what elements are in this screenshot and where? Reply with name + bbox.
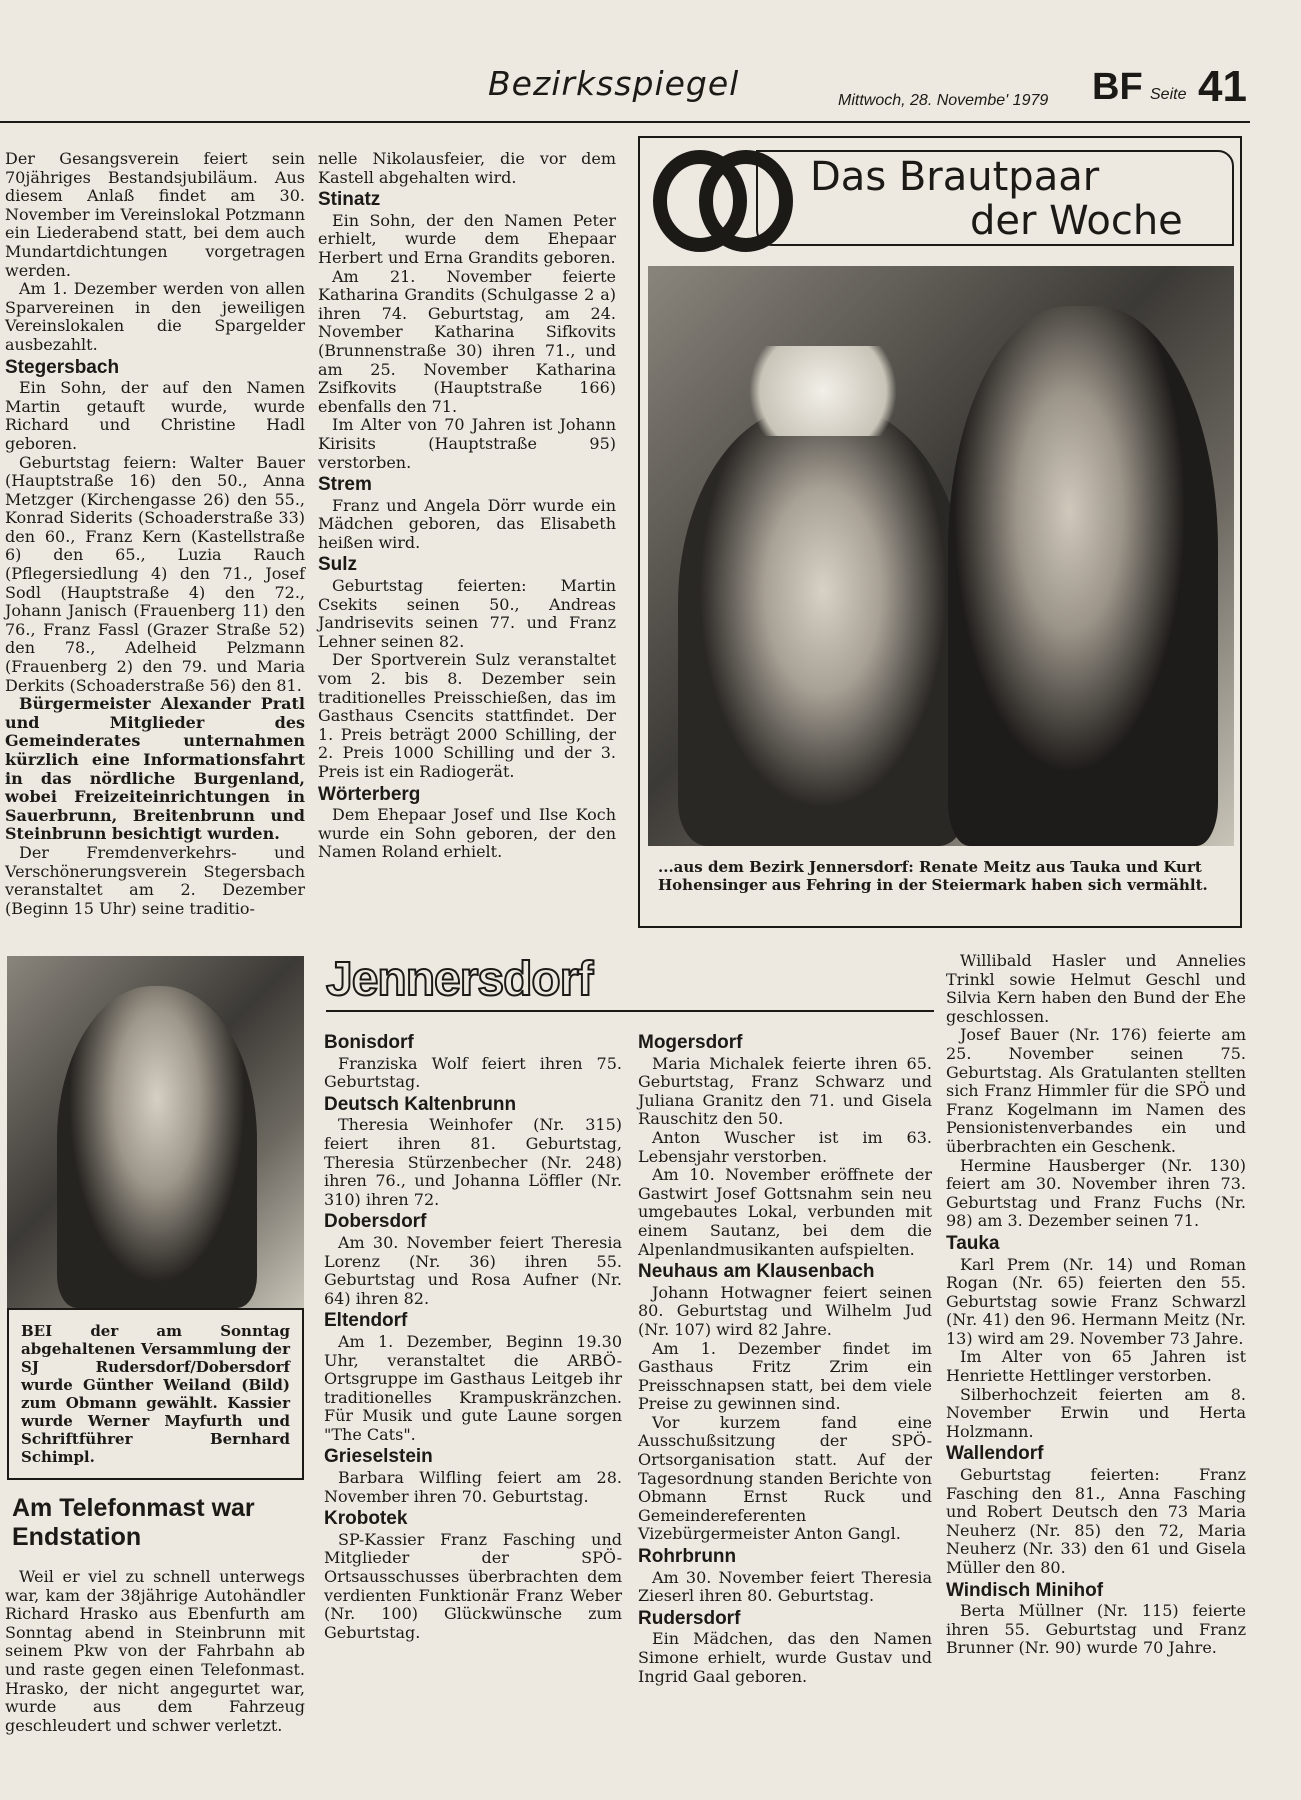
page-label: Seite <box>1150 86 1187 103</box>
jennersdorf-column-a <box>324 1030 622 1642</box>
paragraph: Weil er viel zu schnell unterwegs war, kam der 38jährige Autohändler Richard Hrasko aus Ebenfurth am Sonntag abend in Steinbrunn mit seinem Pkw von der Fahrbahn ab und raste gegen einen Telefonmast. Hrasko, der nicht angegurtet war, wurde aus dem Fahrzeug geschleudert und schwer verletzt. <box>5 1567 305 1735</box>
page-header <box>0 50 1301 120</box>
paragraph: Barbara Wilfling feiert am 28. November ihren 70. Geburtstag. <box>324 1468 622 1506</box>
telefonmast-article <box>5 1568 305 1735</box>
paragraph: Am 1. Dezember, Beginn 19.30 Uhr, veranstaltet die ARBÖ-Ortsgruppe im Gasthaus Leitgeb ihr traditionelles Krampuskränzchen. Für Musik und gute Laune sorgen "The Cats". <box>324 1331 622 1444</box>
section-heading: Stegersbach <box>5 356 120 378</box>
jennersdorf-column-c <box>946 952 1246 1658</box>
jennersdorf-column-b <box>638 1030 932 1686</box>
paragraph: Franz und Angela Dörr wurde ein Mädchen geboren, das Elisabeth heißen wird. <box>318 495 616 552</box>
paragraph: Geburtstag feierten: Franz Fasching den 81., Anna Fasching und Robert Deutsch den 73 Maria Neuherz (Nr. 85) den 72, Maria Neuherz (Nr. 33) den 61 und Gisela Müller den 80. <box>946 1465 1246 1577</box>
paragraph: Karl Prem (Nr. 14) und Roman Rogan (Nr. 65) feierten den 55. Geburtstag sowie Franz Schwarzl (Nr. 41) den 96. Hermann Meitz (Nr. 13) wird am 29. November 73 Jahre. <box>946 1254 1246 1348</box>
brautpaar-title: Das Brautpaar <box>810 154 1100 200</box>
brautpaar-box <box>638 136 1242 928</box>
paragraph: Ein Sohn, der auf den Namen Martin getauft wurde, wurde Richard und Christine Hadl geboren. <box>5 378 305 453</box>
issue-date: Mittwoch, 28. Novembe' 1979 <box>838 92 1049 109</box>
paragraph: Am 30. November feiert Theresia Zieserl ihren 80. Geburtstag. <box>638 1567 932 1606</box>
paragraph: Josef Bauer (Nr. 176) feierte am 25. November seinen 75. Geburtstag. Als Gratulanten stellten sich Franz Himmler für die SPÖ und Franz Kogelmann im Namen des Pensionistenverbandes ein und überbrachten ein Geschenk. <box>946 1025 1246 1156</box>
portrait-caption-box <box>7 1308 304 1480</box>
paragraph: Theresia Weinhofer (Nr. 315) feiert ihren 81. Geburtstag, Theresia Stürzenbecher (Nr. 248) ihren 76., und Johanna Löffler (Nr. 310) ihren 72. <box>324 1115 622 1209</box>
paragraph: Vor kurzem fand eine Ausschußsitzung der SPÖ-Ortsorganisation statt. Auf der Tagesordnung standen Berichte von Obmann Ernst Ruck und Gemeindereferenten Vizebürgermeister Anton Gangl. <box>638 1412 932 1544</box>
section-heading: Mogersdorf <box>638 1032 743 1053</box>
column-1 <box>5 150 305 918</box>
paragraph: Dem Ehepaar Josef und Ilse Koch wurde ein Sohn geboren, der den Namen Roland erhielt. <box>318 805 616 862</box>
veil-flowers <box>728 346 918 436</box>
section-heading: Rohrbrunn <box>638 1546 737 1568</box>
paragraph: Johann Hotwagner feiert seinen 80. Geburtstag und Wilhelm Jud (Nr. 107) wird 82 Jahre. <box>638 1282 932 1339</box>
section-heading: Wörterberg <box>318 783 421 805</box>
portrait-photo <box>7 956 304 1308</box>
paragraph: Der Gesangsverein feiert sein 70jähriges Bestandsjubiläum. Aus diesem Anlaß findet am 30. November im Vereinslokal Potzmann ein Liederabend statt, bei dem auch Mundartdichtungen vorgetragen werden. <box>5 149 305 280</box>
paragraph: Am 1. Dezember findet im Gasthaus Fritz Zrim ein Preisschnapsen statt, bei dem viele Preise zu gewinnen sind. <box>638 1338 932 1414</box>
paragraph: Am 1. Dezember werden von allen Sparvereinen in den jeweiligen Vereinslokalen die Spargelder ausbezahlt. <box>5 279 305 354</box>
section-heading: Sulz <box>318 554 358 576</box>
paragraph: Franziska Wolf feiert ihren 75. Geburtstag. <box>324 1053 622 1092</box>
banner-rule <box>326 1010 934 1012</box>
paragraph: Silberhochzeit feierten am 8. November Erwin und Herta Holzmann. <box>946 1384 1246 1441</box>
paragraph: Ein Mädchen, das den Namen Simone erhielt, wurde Gustav und Ingrid Gaal geboren. <box>638 1629 932 1686</box>
paragraph: Der Fremdenverkehrs- und Verschönerungsverein Stegersbach veranstaltet am 2. Dezember (Beginn 15 Uhr) seine traditio- <box>5 842 305 918</box>
paragraph: Bürgermeister Alexander Pratl und Mitglieder des Gemeinderates unternahmen kürzlich eine Informationsfahrt in das nördliche Burgenland, wobei Freizeiteinrichtungen in Sauerbrunn, Breitenbrunn und Steinbrunn besichtigt wurden. <box>5 694 305 844</box>
section-heading: Krobotek <box>324 1508 408 1530</box>
brautpaar-title: der Woche <box>970 198 1183 244</box>
section-heading: Rudersdorf <box>638 1607 741 1629</box>
paragraph: Hermine Hausberger (Nr. 130) feiert am 30. November ihren 73. Geburtstag und Franz Fuchs (Nr. 98) am 3. Dezember seinen 71. <box>946 1155 1246 1231</box>
paragraph: Im Alter von 65 Jahren ist Henriette Hettlinger verstorben. <box>946 1347 1246 1386</box>
section-heading: Deutsch Kaltenbrunn <box>324 1093 517 1115</box>
paragraph: Anton Wuscher ist im 63. Lebensjahr verstorben. <box>638 1127 932 1166</box>
paragraph: Am 10. November eröffnete der Gastwirt Josef Gottsnahm sein neu umgebautes Lokal, verbunden mit einem Sautanz, bei dem die Alpenlandmusikanten aufspielten. <box>638 1165 932 1259</box>
section-heading: Bonisdorf <box>324 1032 414 1053</box>
paragraph: Am 30. November feiert Theresia Lorenz (Nr. 36) ihren 55. Geburtstag und Rosa Aufner (Nr. 64) ihren 82. <box>324 1232 622 1308</box>
portrait-caption: BEI der am Sonntag abgehaltenen Versammlung der SJ Rudersdorf/Dobersdorf wurde Günther Weiland (Bild) zum Obmann gewählt. Kassier wurde Werner Mayfurth und Schriftführer Bernhard Schimpl. <box>21 1322 290 1466</box>
header-rule <box>0 121 1250 123</box>
bride-figure <box>678 406 968 846</box>
portrait-figure <box>57 986 257 1308</box>
paragraph: Am 21. November feierte Katharina Grandits (Schulgasse 2 a) ihren 74. Geburtstag, am 24. November Katharina Sifkovits (Brunnenstraße 30) ihren 71., und am 25. November Katharina Zsifkovits (Hauptstraße 166) ebenfalls den 71. <box>318 266 616 416</box>
section-title: Bezirksspiegel <box>488 64 740 103</box>
page-number: 41 <box>1198 62 1247 111</box>
logo: BF <box>1092 66 1143 108</box>
section-heading: Eltendorf <box>324 1310 408 1332</box>
section-heading: Dobersdorf <box>324 1211 427 1233</box>
column-2 <box>318 150 616 862</box>
paragraph: Geburtstag feierten: Martin Csekits seinen 50., Andreas Jandrisevits seinen 77. und Franz Lehner seinen 82. <box>318 576 616 651</box>
section-heading: Tauka <box>946 1232 1000 1254</box>
section-heading: Wallendorf <box>946 1443 1044 1465</box>
paragraph: Im Alter von 70 Jahren ist Johann Kirisits (Hauptstraße 95) verstorben. <box>318 415 616 472</box>
jennersdorf-banner: Jennersdorf <box>326 953 593 1006</box>
section-heading: Grieselstein <box>324 1446 433 1468</box>
groom-figure <box>948 306 1218 846</box>
paragraph: Willibald Hasler und Annelies Trinkl sowie Helmut Geschl und Silvia Kern haben den Bund der Ehe geschlossen. <box>946 951 1246 1026</box>
paragraph: Ein Sohn, der den Namen Peter erhielt, wurde dem Ehepaar Herbert und Erna Grandits geboren. <box>318 210 616 267</box>
paragraph: Der Sportverein Sulz veranstaltet vom 2. bis 8. Dezember sein traditionelles Preisschießen, das im Gasthaus Csencits stattfindet. Der 1. Preis beträgt 2000 Schilling, der 2. Preis 1000 Schilling und der 3. Preis ist ein Radiogerät. <box>318 650 616 781</box>
paragraph: nelle Nikolausfeier, die vor dem Kastell abgehalten wird. <box>318 149 616 187</box>
section-heading: Stinatz <box>318 189 381 211</box>
section-heading: Neuhaus am Klausenbach <box>638 1261 875 1283</box>
paragraph: Maria Michalek feierte ihren 65. Geburtstag, Franz Schwarz und Juliana Granitz den 71. und Gisela Rauschitz den 50. <box>638 1053 932 1129</box>
paragraph: Geburtstag feiern: Walter Bauer (Hauptstraße 16) den 50., Anna Metzger (Kirchengasse 26) den 55., Konrad Siderits (Schoaderstraße 33) den 60., Franz Kern (Kastellstraße 6) den 65., Luzia Rauch (Pflegersiedlung 4) den 71., Josef Sodl (Hauptstraße 4) den 72., Johann Janisch (Frauenberg 11) den 76., Franz Fassl (Grazer Straße 52) den 78., Adelheid Pelzmann (Frauenberg 2) den 79. und Maria Derkits (Schoaderstraße 56) den 81. <box>5 452 305 695</box>
brautpaar-caption: ...aus dem Bezirk Jennersdorf: Renate Meitz aus Tauka und Kurt Hohensinger aus Fehring in der Steiermark haben sich vermählt. <box>658 858 1208 894</box>
section-heading: Strem <box>318 474 372 496</box>
paragraph: SP-Kassier Franz Fasching und Mitglieder der SPÖ-Ortsausschusses überbrachten dem verdienten Funktionär Franz Weber (Nr. 100) Glückwünsche zum Geburtstag. <box>324 1529 622 1642</box>
section-heading: Windisch Minihof <box>946 1579 1104 1601</box>
telefonmast-headline: Am Telefonmast war Endstation <box>12 1494 255 1551</box>
wedding-photo <box>648 266 1234 846</box>
paragraph: Berta Müllner (Nr. 115) feierte ihren 55. Geburtstag und Franz Brunner (Nr. 90) wurde 70 Jahre. <box>946 1601 1246 1658</box>
